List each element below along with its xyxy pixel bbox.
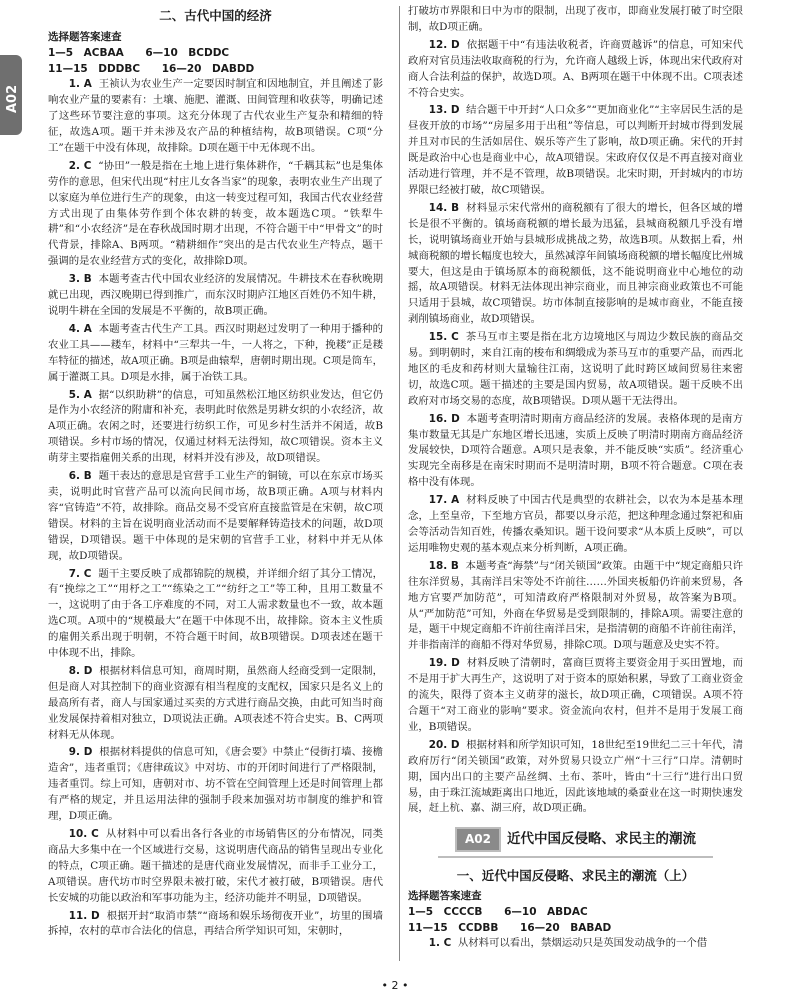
chapter-heading <box>408 827 743 857</box>
item-number: 13. D <box>428 104 460 117</box>
item-text: 根据材料信息可知，商周时期，虽然商人经商受到一定限制，但是商人对其控制下的商业资源有相当程度的支配权，国家只是名义上的最高所有者，商人与国家通过买卖的方式进行商品交换，由此可知当时商业发展保持着相对独立，D项说法正确。A项表述不符合史实。B、C两项材料无从体现。 <box>48 664 383 741</box>
explanation-item <box>408 412 743 492</box>
continued-text: 打破坊市界限和日中为市的限制，出现了夜市，即商业发展打破了时空限制，故D项正确。 <box>408 5 743 33</box>
answer-group: 11—15 DDDBC <box>48 63 141 76</box>
explanation-item <box>48 322 383 386</box>
item-number: 9. D <box>68 746 93 759</box>
item-text: 根据材料提供的信息可知，《唐会要》中禁止“侵街打墙、接檐造舍”，违者重罚；《唐律疏议》中对坊、市的开闭时间进行了严格限制，违者重罚。综上可知，唐朝对市、坊不管在空间管理上还是时间管理上都有严格的规定，并且运用法律的强制手段来加强对坊市制度的维护和管理，D项正确。 <box>48 746 383 823</box>
item-text: 从材料中可以看出各行各业的市场销售区的分布情况，同类商品大多集中在一个区域进行交易，这说明唐代商品的销售呈现出专业化的特点，C项正确。题干描述的是唐代商业发展情况，而非手工业分工，A项错误。唐代坊市时空界限未被打破，宋代才被打破，B项错误。唐代长安城的功能以政治和军事功能为主，经济功能并不明显，D项错误。 <box>48 828 383 904</box>
answer-group: 1—5 CCCCB <box>408 905 483 918</box>
right-column <box>408 4 743 964</box>
item-text: “协田”一般是指在土地上进行集体耕作，“千耦其耘”也是集体劳作的意思，但宋代出现“村庄儿女各当家”的现象，表明农业生产出现了以家庭为单位进行生产的现象，由这一转变过程可知，我国古代农业经营方式出现了由集体劳作到个体农耕的转变，故本题选C项。“铁犁牛耕”和“小农经济”是在春秋战国时期才出现，不符合题干中“甲骨文”的时代背景，排除A、B两项。“精耕细作”突出的是古代农业生产特点，题干强调的是农业经营方式的变化，故排除D项。 <box>48 159 383 268</box>
page-number: • 2 • <box>381 979 409 992</box>
explanation-item <box>408 936 743 952</box>
item-number: 10. C <box>68 828 99 840</box>
column-divider <box>399 6 400 961</box>
chapter-side-tab <box>0 55 22 135</box>
explanation-item <box>48 77 383 157</box>
item-number: 11. D <box>68 909 100 922</box>
item-number: 4. A <box>68 322 92 335</box>
item-text: 本题考查明清时期南方商品经济的发展。表格体现的是南方集市数量无其是广东地区增长迅速，实质上反映了明清时期南方商品经济发展较快，D项符合题意。A项只是表象，并不能反映“实质”。经济重心实现完全南移是在南宋时期而不是明清时期，B项不符合题意。C项在表格中没有体现。 <box>408 412 743 489</box>
explanation-item <box>48 469 383 564</box>
answer-row <box>48 45 383 61</box>
item-text: 从材料可以看出，禁烟运动只是英国发动战争的一个借 <box>457 936 708 949</box>
explanation-item <box>48 909 383 941</box>
section-title: 一、近代中国反侵略、求民主的潮流（上） <box>456 867 695 883</box>
item-text: 本题考查古代中国农业经济的发展情况。牛耕技术在春秋晚期就已出现，西汉晚期已得到推广，而东汉时期庐江地区百姓仍不知牛耕，说明牛耕在全国的发展是不平衡的，故B项正确。 <box>48 273 383 317</box>
item-number: 20. D <box>428 738 460 751</box>
item-text: 依据题干中“有违法收税者，许商贾越诉”的信息，可知宋代政府对官员违法收取商税的行为，允许商人越级上诉，体现出宋代政府对商人合法利益的保护，故选D项。A、B两项在题干中体现不出。C项表述不符合史实。 <box>408 38 743 99</box>
item-text: 本题考查“海禁”与“闭关锁国”政策。由题干中“规定商船只许往东洋贸易，其南洋吕宋等处不许前往……外国夹板船仍许前来贸易，各地方官要严加防范”，可知清政府严格限制对外贸易，故答案为B项。从“严加防范”可知，外商在华贸易是受到限制的，排除A项。需要注意的是，题干中规定商船不许前往南洋吕宋，是指清朝的商船不许前往南洋，并非指南洋的商船不得对华贸易，排除C项。D项与题意及史实不符。 <box>408 559 743 652</box>
explanation-item <box>48 567 383 662</box>
explanation-item <box>48 272 383 320</box>
item-number: 6. B <box>68 470 92 483</box>
item-text: 材料显示宋代常州的商税额有了很大的增长，但各区域的增长是很不平衡的。镇场商税额的增长最为迅猛，县城商税额几乎没有增长，说明镇场商业开始与县城形成挑战之势，故选B项。从数据上看，州城商税额的增长幅度也较大，虽然减淳年间镇场商税额的增长幅度比州城要大，但这是由于镇场原本的商税额低，这不能说明商业中心地位的动摇，故A项错误。材料无法体现出神宗商业，而且神宗商业政策也不可能只适用于县城，故C项错误。坊市体制直接影响的是城市商业，不能直接剥削镇场商业，故D项错误。 <box>408 201 743 326</box>
item-number: 12. D <box>428 38 460 51</box>
item-text: 据“以织助耕”的信息，可知虽然松江地区纺织业发达，但它仍是作为小农经济的附庸和补充，表明此时依然是男耕女织的小农经济，故A项正确。农闲之时，还要进行纺织工作，可见乡村生活并不闲适，故B项错误。乡村市场的情况，仅通过材料无法得知，故C项错误。资本主义萌芽主要指雇佣关系的出现，材料并没有涉及，故D项错误。 <box>48 388 383 465</box>
chapter-underline <box>438 856 713 858</box>
answer-row <box>408 904 743 920</box>
item-number: 2. C <box>68 159 92 172</box>
explanation-item <box>408 201 743 328</box>
item-text: 本题考查古代生产工具。西汉时期赵过发明了一种用于播种的农业工具——耧车，材料中“三犁共一牛，一人将之，下种，挽耧”正是耧车特征的描述，故A项正确。B项是曲辕犁，唐朝时期出现。C项是筒车，属于灌溉工具。D项是水排，属于冶铁工具。 <box>48 322 383 383</box>
section-title: 二、古代中国的经济 <box>159 8 272 23</box>
item-number: 3. B <box>68 273 92 286</box>
explanation-item <box>48 745 383 825</box>
item-number: 8. D <box>68 664 93 677</box>
explanation-item <box>408 493 743 557</box>
chapter-badge: A02 <box>455 827 501 851</box>
answer-group: 16—20 DABDD <box>161 63 255 76</box>
item-number: 7. C <box>68 567 92 580</box>
item-number: 19. D <box>428 657 460 670</box>
chapter-title: 近代中国反侵略、求民主的潮流 <box>507 831 696 848</box>
answer-row <box>408 920 743 936</box>
explanation-item <box>408 38 743 102</box>
item-number: 14. B <box>428 201 460 214</box>
item-number: 1. A <box>68 78 92 91</box>
item-text: 根据材料和所学知识可知，18世纪至19世纪二三十年代，清政府厉行“闭关锁国”政策，对外贸易只设立广州“十三行”口岸。清朝时期，国内出口的主要产品丝绸、土布、茶叶，皆由“十三行”进行出口贸易，由于珠江流域距离出口地近，因此该地域的桑蚕业在这一时期快速发展，赶上杭、嘉、湖三府，故D项正确。 <box>408 738 743 815</box>
answer-group: 6—10 BCDDC <box>145 47 230 60</box>
item-number: 15. C <box>428 331 459 344</box>
item-text: 结合题干中开封“人口众多”“更加商业化”“主宰居民生活的是昼夜开放的市场”“房屋多用于出租”等信息，可以判断开封城市得到发展并且对市民的生活如居住、娱乐等产生了影响，故D项正确。宋代的开封既是政治中心也是商业中心，故A项错误。宋政府仅仅是不再直接对商业活动进行管理，并不是不管理，故B项错误。北宋时期，开封城内的市坊界限已经被打破，故C项错误。 <box>408 104 743 196</box>
item-number: 1. C <box>428 936 452 949</box>
explanation-item <box>48 388 383 468</box>
answer-key-title: 选择题答案速查 <box>48 31 122 44</box>
answer-group: 16—20 BABAD <box>520 921 612 934</box>
answer-group: 6—10 ABDAC <box>504 905 588 918</box>
item-number: 18. B <box>428 559 459 572</box>
explanation-item <box>408 103 743 198</box>
item-text: 题干主要反映了成都锦院的规模，并详细介绍了其分工情况，有“挽综之工”“用杼之工”“练染之工”“纺纡之工”等工种，且用工数量不一，这说明了由于各工序难度的不同，对工人需求数量也不一致，故本题选C项。A项中的“规模最大”在题干中体现不出，故排除。资本主义性质的雇佣关系出现于明朝，不符合题干时间，故B项错误。D项表述在题干中体现不出，排除。 <box>48 567 383 660</box>
explanation-item <box>48 159 383 270</box>
answer-key-title: 选择题答案速查 <box>408 889 482 902</box>
answer-group: 1—5 ACBAA <box>48 47 124 60</box>
item-text: 材料反映了中国古代是典型的农耕社会，以农为本是基本理念，上至皇帝，下至地方官员，都要以身示范，把这种理念通过祭祀和庙会等活动告知百姓，传播农桑知识。题干设问要求“从本质上反映”，可以运用唯物史观的基本观点来分析判断，A项正确。 <box>408 494 743 554</box>
explanation-item <box>408 738 743 818</box>
explanation-item <box>408 559 743 654</box>
item-number: 5. A <box>68 388 92 401</box>
item-text: 王祯认为农业生产一定要因时制宜和因地制宜，并且阐述了影响农业产量的要素有：土壤、施肥、灌溉、田间管理和收获等，明确记述了这些环节要注意的事项。这充分体现了古代农业生产复杂和精细的特征，故选A项。题干并未涉及农产品的种植结构，故B项错误。C项“分工”在题干中没有体现，故排除。D项在题干中无体现不出。 <box>48 78 383 154</box>
item-text: 题干表达的意思是官营手工业生产的铜镜，可以在东京市场买卖，说明此时官营产品可以流向民间市场，故B项正确。A项与材料内容“官铸造”不符，故排除。商品交易不受官府直接监管是在宋朝，故C项错误。材料的主旨在说明商业活动而不是要解释铸造技术的问题，故D项错误，D项错误。题干中体现的是宋朝的官营手工业，材料中并无从体现，故D项错误。 <box>48 470 383 562</box>
side-tab-label: A02 <box>5 84 20 113</box>
item-number: 17. A <box>428 494 460 507</box>
answer-row <box>48 61 383 77</box>
explanation-item <box>408 656 743 736</box>
explanation-item <box>48 664 383 744</box>
explanation-item <box>48 827 383 907</box>
item-text: 材料反映了清朝时，富商巨贾将主要资金用于买田置地，而不是用于扩大再生产，这说明了对于资本的原始积累，导致了工商业资金的流失，限得了资本主义萌芽的滋长，故D项正确，C项错误。A项不符合题干“对工商业的影响”要求。资金流向农村，但并不是用于发展工商业，B项错误。 <box>408 657 743 733</box>
left-column <box>48 4 383 964</box>
item-text: 根据开封“取消市禁”“商场和娱乐场彻夜开业”，坊里的围墙拆掉，农村的草市合法化的信息，再结合所学知识可知，宋朝时， <box>48 909 383 938</box>
answer-group: 11—15 CCDBB <box>408 921 499 934</box>
item-number: 16. D <box>428 412 460 425</box>
explanation-item <box>408 330 743 410</box>
item-text: 茶马互市主要是指在北方边境地区与周边少数民族的商品交易。到明朝时，来自江南的梭布和绸缎成为茶马互市的重要产品，而西北地区的毛皮和药材则大量输往江南，这说明了此时跨区域间贸易往来密切，故选C项。题干描述的主要是国内贸易，故A项错误。题干反映不出政府对市场交易的态度，故B项错误。D项从题干无法得出。 <box>408 331 743 407</box>
